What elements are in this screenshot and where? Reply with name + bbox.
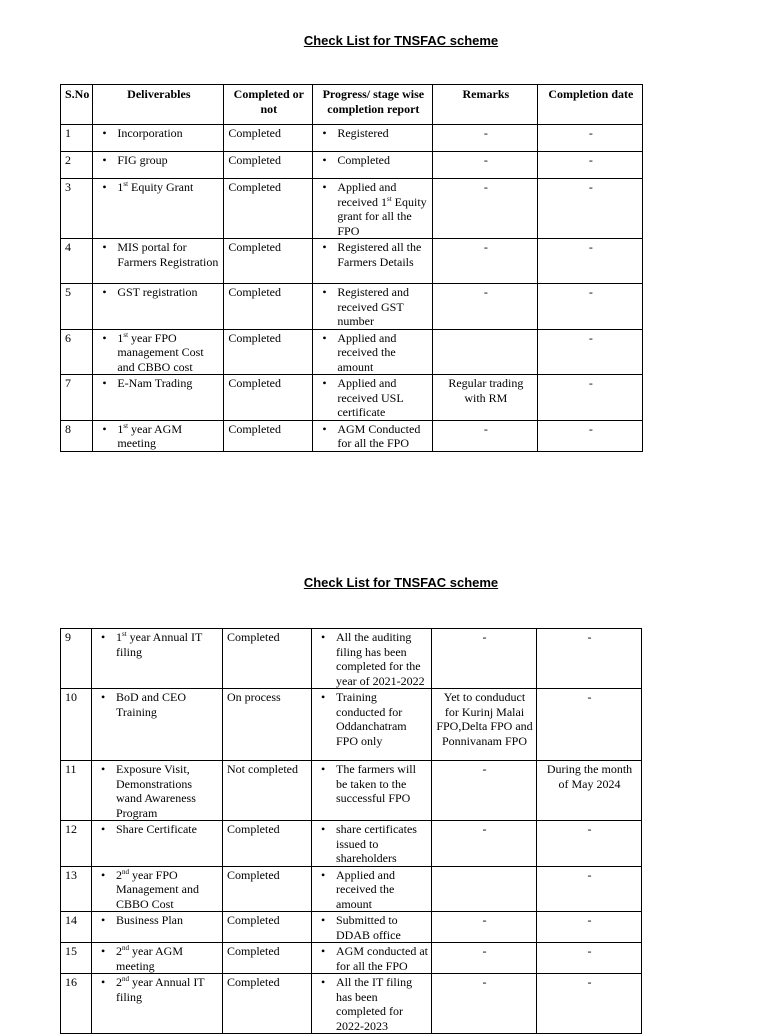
completion-date-cell: -: [538, 420, 643, 451]
progress-bullet: [337, 285, 429, 329]
progress-text: Applied and received USL certificate: [337, 376, 404, 419]
sno-cell: 9: [61, 629, 92, 689]
sno-cell: 10: [61, 689, 92, 761]
deliverable-ordinal: 2: [116, 975, 122, 989]
deliverable-text: MIS portal for Farmers Registration: [117, 240, 219, 269]
progress-bullet: [336, 913, 428, 942]
completion-date-cell: -: [538, 375, 643, 421]
remarks-cell: Regular trading with RM: [433, 375, 538, 421]
deliverable-text: GST registration: [117, 285, 198, 299]
progress-text: Submitted to DDAB office: [336, 913, 401, 942]
sno-cell: 4: [61, 239, 93, 284]
deliverable-list: [97, 331, 220, 375]
table-row: [61, 912, 642, 943]
progress-cell: [313, 239, 433, 284]
deliverable-ordinal: 1: [116, 630, 122, 644]
deliverable-cell: [93, 329, 224, 375]
deliverable-cell: [92, 689, 223, 761]
progress-text: Registered and received GST number: [337, 285, 409, 328]
deliverable-list: [97, 153, 220, 168]
deliverable-ordinal-suffix: nd: [122, 867, 129, 876]
status-cell: Completed: [224, 239, 313, 284]
deliverable-list: [97, 126, 220, 141]
header-deliverables: Deliverables: [93, 85, 224, 125]
deliverable-text: FIG group: [117, 153, 168, 167]
progress-bullet: [337, 180, 429, 238]
completion-date-cell: -: [538, 179, 643, 239]
status-cell: Not completed: [223, 761, 312, 821]
remarks-cell: Yet to conduduct for Kurinj Malai FPO,Delta FPO and Ponnivanam FPO: [432, 689, 537, 761]
progress-ordinal-suffix: st: [386, 194, 392, 203]
deliverable-ordinal-suffix: nd: [122, 944, 129, 952]
deliverable-bullet: [117, 376, 220, 391]
sno-cell: 1: [61, 125, 93, 152]
deliverable-text: Business Plan: [116, 913, 184, 927]
progress-cell: [313, 375, 433, 421]
completion-date-cell: -: [538, 152, 643, 179]
status-cell: Completed: [224, 284, 313, 330]
deliverable-text: year Annual IT filing: [116, 630, 203, 659]
deliverable-ordinal-suffix: st: [123, 180, 129, 188]
progress-cell: [312, 943, 432, 974]
deliverable-text: E-Nam Trading: [117, 376, 193, 390]
status-cell: Completed: [224, 152, 313, 179]
deliverable-cell: [92, 943, 223, 974]
progress-bullet: [337, 376, 429, 420]
completion-date-cell: During the month of May 2024: [537, 761, 642, 821]
progress-list: [316, 975, 428, 1033]
progress-cell: [312, 689, 432, 761]
deliverable-bullet: [116, 913, 219, 928]
status-cell: Completed: [224, 329, 313, 375]
remarks-cell: [433, 329, 538, 375]
deliverable-ordinal: 2: [116, 867, 122, 882]
deliverable-cell: [92, 629, 223, 689]
completion-date-cell: -: [538, 284, 643, 330]
progress-cell: [312, 974, 432, 1034]
deliverable-text: year AGM meeting: [117, 421, 183, 450]
progress-text: AGM conducted at for all the FPO: [336, 944, 428, 973]
page-title-2: Check List for TNSFAC scheme: [303, 575, 499, 590]
progress-bullet: [337, 422, 429, 451]
progress-bullet: [337, 126, 429, 141]
progress-text: share certificates issued to shareholders: [336, 822, 417, 865]
deliverable-text: Exposure Visit, Demonstrations wand Awareness Program: [116, 762, 196, 820]
deliverable-cell: [93, 179, 224, 239]
deliverable-text: year FPO Management and CBBO Cost: [116, 867, 199, 911]
progress-bullet: [336, 975, 428, 1033]
deliverable-cell: [93, 239, 224, 284]
deliverable-list: [96, 822, 219, 837]
deliverable-text: Share Certificate: [116, 822, 197, 836]
progress-cell: [313, 152, 433, 179]
completion-date-cell: -: [538, 239, 643, 284]
progress-list: [316, 944, 428, 973]
deliverable-cell: [92, 761, 223, 821]
table-row: [61, 125, 643, 152]
header-progress: Progress/ stage wise completion report: [313, 85, 433, 125]
sno-cell: 7: [61, 375, 93, 421]
progress-text: All the IT filing has been completed for 2022-2023: [336, 975, 413, 1033]
deliverable-list: [96, 913, 219, 928]
progress-cell: [312, 866, 432, 912]
completion-date-cell: -: [537, 866, 642, 912]
deliverable-list: [97, 180, 220, 195]
deliverable-text: year AGM meeting: [116, 944, 183, 973]
progress-bullet: [336, 868, 428, 912]
table-row: [61, 375, 643, 421]
status-cell: Completed: [224, 375, 313, 421]
sno-cell: 14: [61, 912, 92, 943]
table-row: [61, 761, 642, 821]
remarks-cell: -: [432, 912, 537, 943]
header-remarks: Remarks: [433, 85, 538, 125]
deliverable-bullet: [116, 690, 219, 719]
progress-bullet: [336, 944, 428, 973]
progress-cell: [312, 912, 432, 943]
deliverable-list: [97, 240, 220, 269]
status-cell: Completed: [224, 125, 313, 152]
deliverable-list: [97, 285, 220, 300]
deliverable-list: [96, 690, 219, 719]
progress-cell: [313, 179, 433, 239]
deliverable-text: year Annual IT filing: [116, 975, 205, 1004]
progress-list: [317, 285, 429, 329]
sno-cell: 16: [61, 974, 92, 1034]
status-cell: Completed: [223, 821, 312, 867]
progress-ordinal: Applied and received 1: [337, 180, 397, 209]
deliverable-bullet: [116, 822, 219, 837]
progress-list: [317, 422, 429, 451]
sno-cell: 3: [61, 179, 93, 239]
sno-cell: 6: [61, 329, 93, 375]
progress-bullet: [336, 762, 428, 806]
progress-text: Applied and received the amount: [337, 330, 397, 374]
deliverable-ordinal: 1: [117, 330, 124, 345]
deliverable-cell: [93, 375, 224, 421]
progress-list: [316, 762, 428, 806]
remarks-cell: -: [433, 179, 538, 239]
table-body-2: [61, 629, 642, 1034]
status-cell: Completed: [223, 866, 312, 912]
remarks-cell: -: [433, 284, 538, 330]
status-cell: Completed: [223, 629, 312, 689]
completion-date-cell: -: [537, 689, 642, 761]
header-row: [61, 85, 643, 125]
progress-text: Equity grant for all the FPO: [337, 194, 427, 238]
table-row: [61, 943, 642, 974]
deliverable-ordinal-suffix: st: [122, 630, 127, 638]
progress-list: [316, 690, 428, 748]
deliverable-list: [97, 422, 220, 451]
deliverable-list: [96, 975, 219, 1004]
completion-date-cell: -: [538, 125, 643, 152]
deliverable-bullet: [116, 630, 219, 659]
sno-cell: 8: [61, 420, 93, 451]
deliverable-bullet: [117, 126, 220, 141]
table-row: [61, 152, 643, 179]
remarks-cell: -: [433, 420, 538, 451]
remarks-cell: -: [433, 125, 538, 152]
checklist-table-1: [60, 84, 643, 452]
remarks-cell: -: [433, 239, 538, 284]
progress-cell: [313, 420, 433, 451]
status-cell: Completed: [223, 912, 312, 943]
remarks-cell: -: [432, 629, 537, 689]
progress-bullet: [336, 630, 428, 688]
deliverable-ordinal: 1: [117, 180, 124, 194]
progress-list: [317, 331, 429, 375]
table-row: [61, 420, 643, 451]
deliverable-bullet: [116, 975, 219, 1004]
table-row: [61, 284, 643, 330]
status-cell: Completed: [223, 943, 312, 974]
progress-text: All the auditing filing has been completed for the year of 2021-2022: [336, 630, 425, 688]
completion-date-cell: -: [538, 329, 643, 375]
table-row: [61, 866, 642, 912]
table-body-1: [61, 125, 643, 452]
completion-date-cell: -: [537, 943, 642, 974]
completion-date-cell: -: [537, 629, 642, 689]
progress-text: AGM Conducted for all the FPO: [337, 421, 421, 450]
progress-cell: [313, 284, 433, 330]
table-row: [61, 974, 642, 1034]
progress-bullet: [336, 822, 428, 866]
progress-text: The farmers will be taken to the successful FPO: [336, 762, 416, 805]
deliverable-list: [96, 762, 219, 820]
table-row: [61, 329, 643, 375]
deliverable-cell: [92, 866, 223, 912]
completion-date-cell: -: [537, 974, 642, 1034]
header-completed: Completed or not: [224, 85, 313, 125]
progress-cell: [313, 125, 433, 152]
table-row: [61, 239, 643, 284]
status-cell: Completed: [224, 179, 313, 239]
deliverable-bullet: [117, 180, 220, 195]
deliverable-text: BoD and CEO Training: [116, 690, 186, 719]
deliverable-bullet: [117, 422, 220, 451]
completion-date-cell: -: [537, 821, 642, 867]
deliverable-text: year FPO management Cost and CBBO cost: [117, 330, 204, 374]
status-cell: On process: [223, 689, 312, 761]
table-row: [61, 629, 642, 689]
deliverable-ordinal-suffix: st: [123, 330, 129, 339]
deliverable-bullet: [117, 331, 220, 375]
progress-list: [317, 180, 429, 238]
deliverable-ordinal: 2: [116, 944, 122, 958]
deliverable-bullet: [117, 240, 220, 269]
sno-cell: 11: [61, 761, 92, 821]
deliverable-list: [96, 868, 219, 912]
remarks-cell: -: [432, 943, 537, 974]
deliverable-cell: [92, 974, 223, 1034]
sno-cell: 13: [61, 866, 92, 912]
sno-cell: 15: [61, 943, 92, 974]
deliverable-cell: [92, 821, 223, 867]
completion-date-cell: -: [537, 912, 642, 943]
deliverable-list: [96, 944, 219, 973]
progress-list: [317, 376, 429, 420]
progress-cell: [312, 629, 432, 689]
progress-bullet: [337, 331, 429, 375]
progress-text: Completed: [337, 153, 391, 167]
deliverable-bullet: [116, 868, 219, 912]
remarks-cell: -: [432, 821, 537, 867]
sno-cell: 5: [61, 284, 93, 330]
progress-list: [317, 126, 429, 141]
progress-bullet: [336, 690, 428, 748]
deliverable-ordinal: 1: [117, 421, 124, 436]
status-cell: Completed: [223, 974, 312, 1034]
table-row: [61, 821, 642, 867]
deliverable-ordinal-suffix: st: [123, 421, 129, 430]
deliverable-bullet: [117, 153, 220, 168]
progress-text: Registered: [337, 126, 389, 140]
deliverable-cell: [93, 420, 224, 451]
deliverable-cell: [93, 284, 224, 330]
deliverable-cell: [92, 912, 223, 943]
remarks-cell: -: [432, 761, 537, 821]
remarks-cell: -: [433, 152, 538, 179]
sno-cell: 12: [61, 821, 92, 867]
progress-list: [316, 822, 428, 866]
deliverable-bullet: [117, 285, 220, 300]
sno-cell: 2: [61, 152, 93, 179]
progress-list: [316, 630, 428, 688]
progress-list: [316, 868, 428, 912]
remarks-cell: [432, 866, 537, 912]
deliverable-list: [97, 376, 220, 391]
deliverable-bullet: [116, 944, 219, 973]
progress-text: Registered all the Farmers Details: [337, 240, 422, 269]
deliverable-bullet: [116, 762, 219, 820]
checklist-table-2: [60, 628, 642, 1034]
status-cell: Completed: [224, 420, 313, 451]
deliverable-text: Equity Grant: [128, 180, 194, 194]
progress-bullet: [337, 240, 429, 269]
page-title: Check List for TNSFAC scheme: [303, 33, 499, 48]
progress-text: Applied and received the amount: [336, 867, 395, 911]
progress-list: [317, 240, 429, 269]
progress-cell: [312, 821, 432, 867]
header-completion-date: Completion date: [538, 85, 643, 125]
progress-list: [317, 153, 429, 168]
header-sno: S.No: [61, 85, 93, 125]
deliverable-cell: [93, 125, 224, 152]
table-row: [61, 689, 642, 761]
deliverable-ordinal-suffix: nd: [122, 975, 129, 983]
deliverable-text: Incorporation: [117, 126, 183, 140]
table-row: [61, 179, 643, 239]
progress-bullet: [337, 153, 429, 168]
deliverable-list: [96, 630, 219, 659]
progress-cell: [313, 329, 433, 375]
progress-list: [316, 913, 428, 942]
progress-cell: [312, 761, 432, 821]
remarks-cell: -: [432, 974, 537, 1034]
progress-text: Training conducted for Oddanchatram FPO only: [336, 690, 407, 748]
deliverable-cell: [93, 152, 224, 179]
